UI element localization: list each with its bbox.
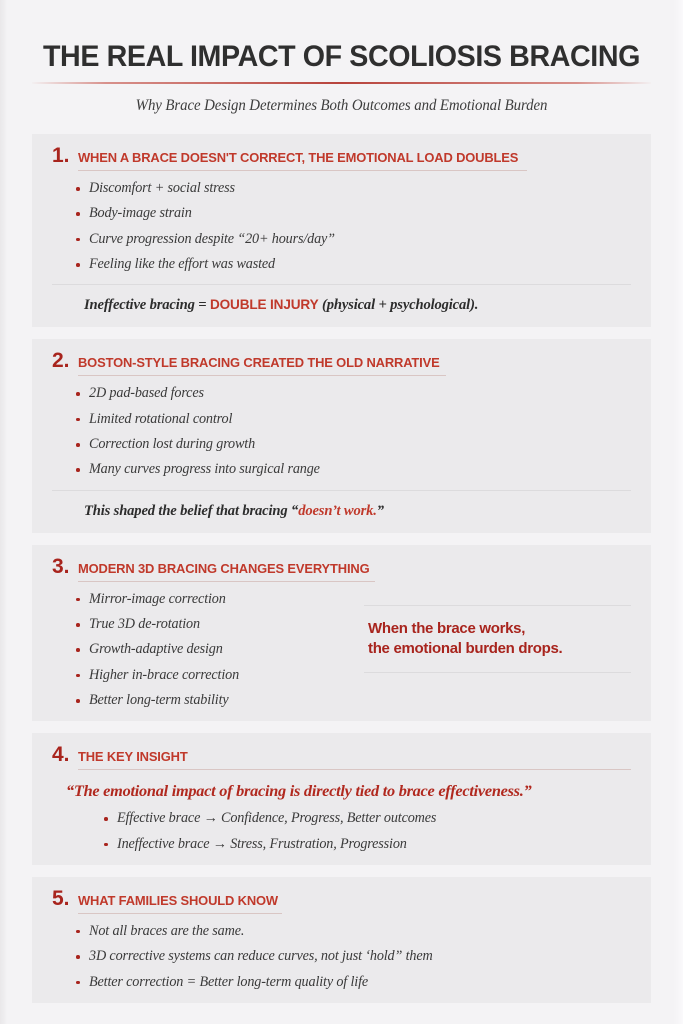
section-5-heading [52,888,631,914]
section-1-footer-lead: Ineffective bracing = [84,297,210,314]
list-item: Limited rotational control [76,411,631,427]
section-2-footer [52,503,631,520]
section-2-number: 2. [52,349,70,373]
list-item: 3D corrective systems can reduce curves, not just ‘hold” them [76,948,631,964]
section-1-footer [52,297,631,314]
section-1-footer-accent: DOUBLE INJURY [209,297,319,313]
list-item: 2D pad-based forces [76,385,631,401]
section-3 [32,545,651,722]
section-1-divider [52,284,631,285]
list-item: Effective brace → Confidence, Progress, Better outcomes [104,810,631,826]
section-3-bullets [52,591,352,709]
list-item: Correction lost during growth [76,436,631,452]
section-1-title: WHEN A BRACE DOESN'T CORRECT, THE EMOTIONAL LOAD DOUBLES [77,149,518,165]
section-3-title-wrap [78,560,375,582]
section-4-bullets [52,810,631,852]
list-item: Feeling like the effort was wasted [76,256,631,272]
section-3-heading [52,556,631,582]
section-3-columns [52,582,631,709]
list-item: True 3D de-rotation [76,616,352,632]
section-2 [32,339,651,532]
section-2-divider [52,490,631,491]
poster-header [32,0,651,115]
section-4-quote: “The emotional impact of bracing is directly tied to brace effectiveness.” [66,781,532,801]
page-title: THE REAL IMPACT OF SCOLIOSIS BRACING [42,40,641,73]
callout-line-1: When the brace works, [368,619,526,637]
section-3-number: 3. [52,554,70,578]
list-item: Ineffective brace → Stress, Frustration, Progression [104,836,631,852]
list-item: Mirror-image correction [76,591,352,607]
list-item: Better correction = Better long-term quality of life [76,974,631,990]
section-3-callout [352,605,631,673]
callout-line-2: the emotional burden drops. [368,639,563,657]
section-1-title-wrap [78,149,527,171]
page-subtitle: Why Brace Design Determines Both Outcomes and Emotional Burden [135,96,548,114]
section-1-footer-tail: (physical + psychological). [318,297,479,314]
section-4-title-wrap [78,748,631,770]
list-item: Higher in-brace correction [76,667,352,683]
section-3-title: MODERN 3D BRACING CHANGES EVERYTHING [77,560,370,576]
title-divider [32,82,651,84]
section-2-bullets [52,385,631,477]
section-1-number: 1. [52,143,70,167]
section-4 [32,733,651,865]
section-2-footer-accent: doesn’t work. [298,502,377,519]
list-item: Better long-term stability [76,692,352,708]
section-2-title: BOSTON-STYLE BRACING CREATED THE OLD NARRATIVE [77,355,440,371]
section-2-title-wrap [78,354,447,376]
section-4-number: 4. [52,743,70,767]
list-item: Growth-adaptive design [76,641,352,657]
section-2-footer-tail: ” [376,502,384,519]
section-1-heading [52,145,631,171]
sections-list [32,134,651,1003]
list-item: Body-image strain [76,205,631,221]
section-2-heading [52,350,631,376]
section-5-title-wrap [78,892,282,914]
callout-text [364,606,631,672]
section-5-bullets [52,923,631,990]
section-4-heading [52,744,631,770]
section-1-bullets [52,180,631,272]
list-item: Discomfort + social stress [76,180,631,196]
list-item: Curve progression despite “20+ hours/day” [76,231,631,247]
callout-rule-bottom [364,672,631,673]
section-3-left-column [52,582,352,709]
section-5 [32,877,651,1003]
section-4-title: THE KEY INSIGHT [77,749,188,765]
section-5-number: 5. [52,886,70,910]
list-item: Many curves progress into surgical range [76,461,631,477]
section-5-title: WHAT FAMILIES SHOULD KNOW [77,892,278,908]
section-1 [32,134,651,327]
section-2-footer-lead: This shaped the belief that bracing “ [84,502,299,519]
list-item: Not all braces are the same. [76,923,631,939]
